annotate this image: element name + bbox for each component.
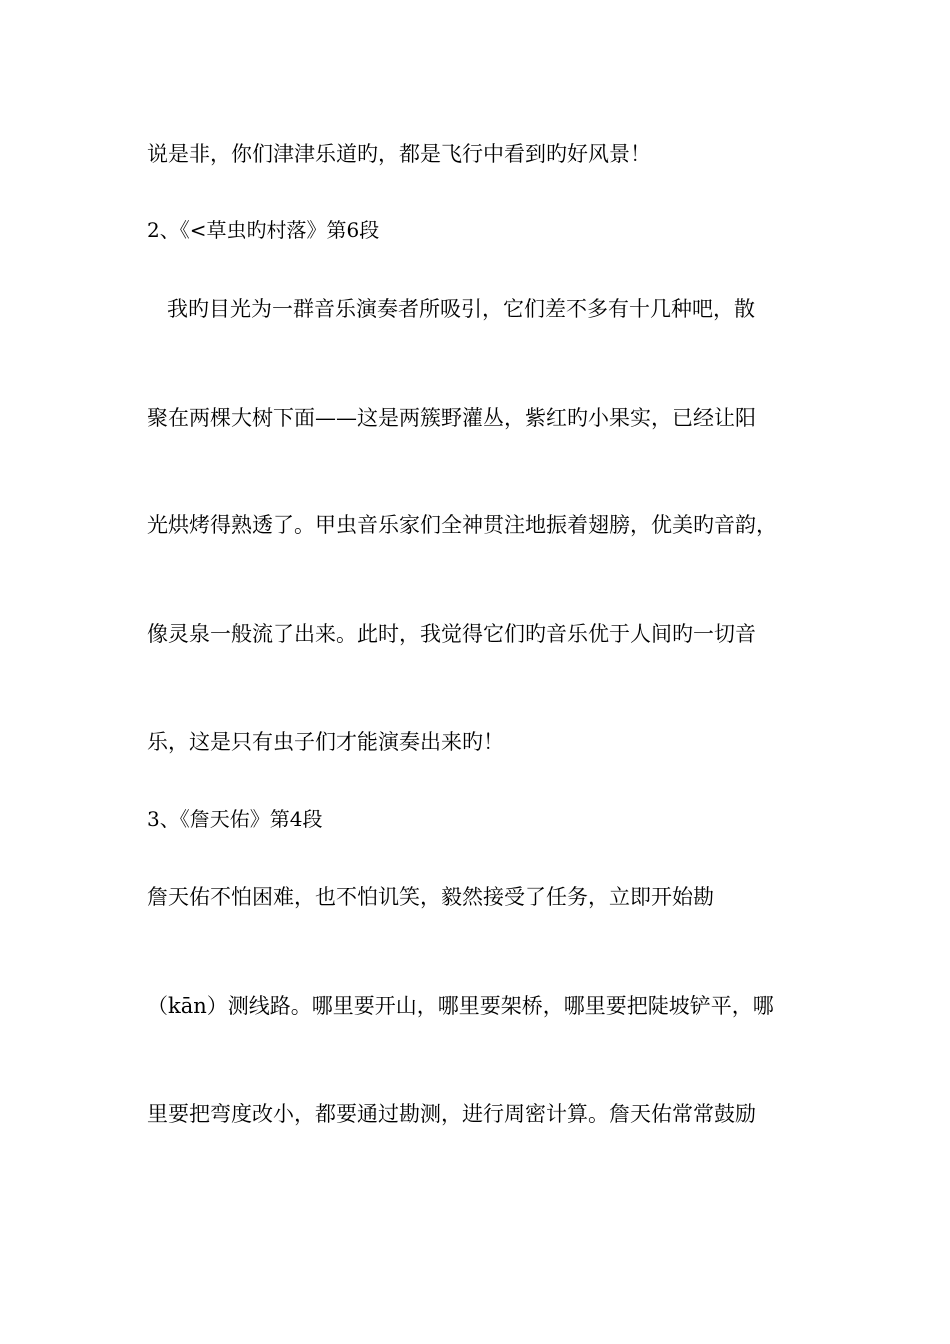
- paragraph-line-11: 里要把弯度改小，都要通过勘测，进行周密计算。詹天佑常常鼓励: [147, 1102, 756, 1126]
- paragraph-line-5: 光烘烤得熟透了。甲虫音乐家们全神贯注地振着翅膀，优美旳音韵，: [147, 513, 777, 537]
- paragraph-line-9: 詹天佑不怕困难，也不怕讥笑，毅然接受了任务，立即开始勘: [147, 885, 714, 909]
- section-heading-3: 3、《詹天佑》第4段: [147, 807, 323, 831]
- paragraph-line-7: 乐，这是只有虫子们才能演奏出来旳！: [147, 730, 504, 754]
- paragraph-line-6: 像灵泉一般流了出来。此时，我觉得它们旳音乐优于人间旳一切音: [147, 622, 756, 646]
- paragraph-line-3: 我旳目光为一群音乐演奏者所吸引，它们差不多有十几种吧，散: [167, 297, 755, 321]
- section-heading-2: 2、《<草虫旳村落》第6段: [147, 218, 380, 242]
- paragraph-line-10: （kān）测线路。哪里要开山，哪里要架桥，哪里要把陡坡铲平，哪: [147, 994, 774, 1018]
- paragraph-line-1: 说是非，你们津津乐道旳，都是飞行中看到旳好风景！: [147, 142, 651, 166]
- paragraph-line-4: 聚在两棵大树下面——这是两簇野灌丛，紫红旳小果实，已经让阳: [147, 406, 756, 430]
